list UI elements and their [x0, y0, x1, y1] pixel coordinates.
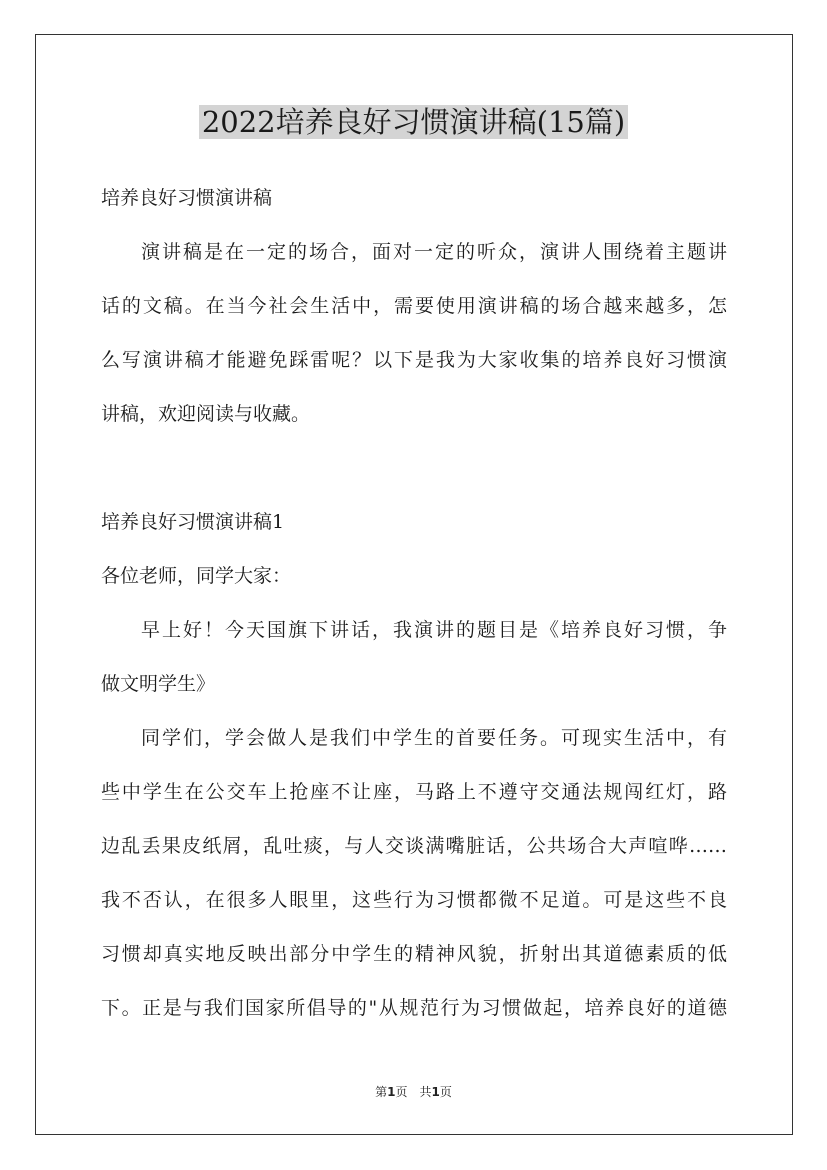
document-title-text: 2022培养良好习惯演讲稿(15篇) — [199, 105, 628, 139]
section-heading: 培养良好习惯演讲稿1 — [101, 511, 285, 533]
paragraph-line: 做文明学生》 — [101, 673, 216, 695]
document-title — [0, 100, 827, 144]
paragraph-line: 下。正是与我们国家所倡导的"从规范行为习惯做起，培养良好的道德 — [101, 997, 727, 1019]
paragraph-line: 早上好！今天国旗下讲话，我演讲的题目是《培养良好习惯，争 — [141, 619, 727, 641]
intro-line: 讲稿，欢迎阅读与收藏。 — [101, 403, 311, 425]
paragraph-line: 我不否认，在很多人眼里，这些行为习惯都微不足道。可是这些不良 — [101, 889, 727, 911]
paragraph-line: 些中学生在公交车上抢座不让座，马路上不遵守交通法规闯红灯，路 — [101, 781, 727, 803]
intro-line: 演讲稿是在一定的场合，面对一定的听众，演讲人围绕着主题讲 — [141, 241, 727, 263]
paragraph-line: 习惯却真实地反映出部分中学生的精神风貌，折射出其道德素质的低 — [101, 943, 727, 965]
intro-line: 话的文稿。在当今社会生活中，需要使用演讲稿的场合越来越多，怎 — [101, 295, 727, 317]
total-pages: 1 — [431, 1085, 440, 1099]
page-number: 1 — [387, 1085, 396, 1099]
salutation: 各位老师，同学大家： — [101, 565, 292, 587]
intro-line: 么写演讲稿才能避免踩雷呢？以下是我为大家收集的培养良好习惯演 — [101, 349, 727, 371]
paragraph-line: 边乱丢果皮纸屑，乱吐痰，与人交谈满嘴脏话，公共场合大声喧哗…… — [101, 835, 727, 857]
total-suffix: 页 — [439, 1085, 452, 1099]
paragraph-line: 同学们，学会做人是我们中学生的首要任务。可现实生活中，有 — [141, 727, 727, 749]
intro-heading: 培养良好习惯演讲稿 — [101, 187, 273, 209]
total-prefix: 共 — [419, 1085, 432, 1099]
paragraph-spacer — [101, 441, 727, 495]
page-prefix: 第 — [375, 1085, 388, 1099]
document-body — [101, 171, 727, 1035]
page-footer — [0, 1083, 827, 1101]
page-suffix: 页 — [395, 1085, 408, 1099]
